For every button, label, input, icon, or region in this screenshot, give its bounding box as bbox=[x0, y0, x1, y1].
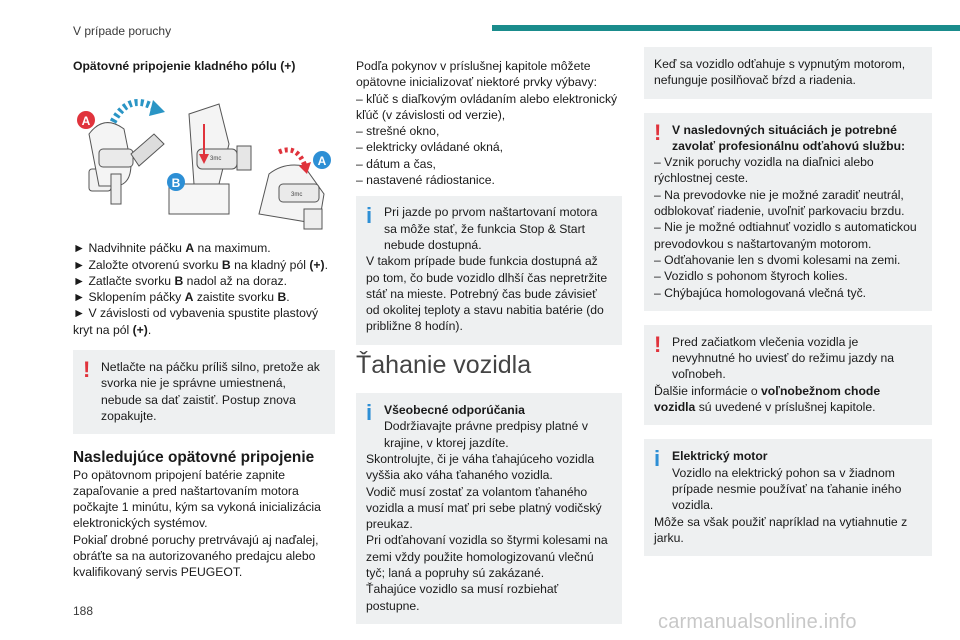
subsequent-reconnect-heading: Nasledujúce opätovné pripojenie bbox=[73, 449, 315, 467]
reinit-intro: Podľa pokynov v príslušnej kapitole môžete opätovne inicializovať niektoré prvky výbavy: bbox=[356, 59, 597, 90]
list-item: – Vznik poruchy vozidla na diaľnici alebo rýchlostnej ceste. bbox=[654, 155, 874, 186]
info-box-general bbox=[356, 393, 622, 624]
general-line-1: Dodržiavajte právne predpisy platné v krajine, v ktorej jazdíte. bbox=[384, 419, 588, 450]
list-item: – strešné okno, bbox=[356, 124, 440, 139]
warning-icon: ! bbox=[654, 331, 662, 357]
general-line-2: Skontrolujte, či je váha ťahajúceho vozidla vyššia ako váha ťahaného vozidla. bbox=[366, 451, 595, 483]
step-1: ► Nadvihnite páčku A na maximum. bbox=[73, 241, 271, 256]
watermark: carmanualsonline.info bbox=[658, 611, 857, 633]
list-item: – nastavené rádiostanice. bbox=[356, 173, 495, 188]
general-line-5: Ťahajúce vozidlo sa musí rozbiehať postupne. bbox=[366, 582, 559, 613]
neutral-line-1: Pred začiatkom vlečenia vozidla je nevyhnutné ho uviesť do režimu jazdy na voľnobeh. bbox=[672, 334, 895, 382]
electric-line-2: Môže sa však použiť napríklad na vytiahnutie z jarku. bbox=[654, 514, 908, 545]
voltage-label-1: 3mc bbox=[210, 156, 222, 163]
list-item: – Odťahovanie len s dvomi kolesami na zemi. bbox=[654, 252, 901, 267]
electric-heading: Elektrický motor bbox=[672, 449, 768, 464]
info-text-1: Pri jazde po prvom naštartovaní motora sa môže stať, že funkcia Stop & Start nebude dostupná. bbox=[384, 205, 598, 252]
paragraph-dealer: Pokiaľ drobné poruchy pretrvávajú aj naďalej, obráťte sa na autorizovaného predajcu alebo kvalifikovaný servis PEUGEOT. bbox=[73, 532, 319, 580]
voltage-label-2: 3mc bbox=[291, 192, 303, 199]
general-line-3: Vodič musí zostať za volantom ťahaného vozidla a musí mať pri sebe platný vodičský preukaz. bbox=[366, 484, 602, 532]
label-b-text: B bbox=[171, 176, 181, 191]
warning-box-lever bbox=[73, 350, 335, 434]
step-4: ► Sklopením páčky A zaistite svorku B. bbox=[73, 290, 290, 305]
column-3 bbox=[644, 47, 932, 556]
warning-icon: ! bbox=[83, 357, 91, 383]
info-box-brakes bbox=[644, 47, 932, 99]
label-a2-text: A bbox=[317, 154, 327, 169]
warning-box-neutral bbox=[644, 325, 932, 425]
info-icon: i bbox=[654, 446, 661, 472]
electric-line-1: Vozidlo na elektrický pohon sa v žiadnom prípade nesmie používať na ťahanie iného vozidla. bbox=[672, 465, 902, 513]
label-a-text: A bbox=[81, 114, 91, 129]
page-number: 188 bbox=[73, 604, 94, 618]
professional-heading: V nasledovných situáciách je potrebné zavolať profesionálnu odťahovú službu: bbox=[672, 122, 906, 153]
list-item: – Vozidlo s pohonom štyroch kolies. bbox=[654, 269, 848, 284]
terminal-illustration bbox=[69, 74, 339, 234]
section-title: V prípade poruchy bbox=[73, 24, 172, 38]
warning-icon: ! bbox=[654, 119, 662, 145]
info-text-2: V takom prípade bude funkcia dostupná až po tom, čo bude vozidlo dlhší čas nepretržite stáť na mieste. Potrebný čas bude závisieť od okolitej teploty a stavu nabitia batérie (do približne 8 hodín). bbox=[366, 254, 608, 334]
brakes-text: Keď sa vozidlo odťahuje s vypnutým motorom, nefunguje posilňovač bŕzd a riadenia. bbox=[654, 57, 906, 88]
info-icon: i bbox=[366, 203, 373, 229]
reinit-list bbox=[356, 91, 622, 189]
step-2: ► Založte otvorenú svorku B na kladný pól (+). bbox=[73, 257, 328, 272]
list-item: – Chýbajúca homologovaná vlečná tyč. bbox=[654, 285, 867, 300]
column-1 bbox=[73, 58, 335, 581]
reconnect-heading: Opätovné pripojenie kladného pólu (+) bbox=[73, 59, 296, 73]
step-3: ► Zatlačte svorku B nadol až na doraz. bbox=[73, 273, 287, 288]
info-icon: i bbox=[366, 400, 373, 426]
list-item: – elektricky ovládané okná, bbox=[356, 140, 504, 155]
battery-terminal-figure bbox=[69, 74, 335, 234]
column-2 bbox=[356, 58, 622, 624]
general-line-4: Pri odťahovaní vozidla so štyrmi kolesami na zemi vždy použite homologizovanú vlečnú tyč; laná a popruhy sú zakázané. bbox=[366, 533, 608, 581]
list-item: – Nie je možné odtiahnuť vozidlo s automatickou prevodovkou s naštartovaným motorom. bbox=[654, 220, 917, 251]
general-heading: Všeobecné odporúčania bbox=[384, 403, 525, 418]
header-accent-bar bbox=[492, 25, 960, 31]
info-box-stop-start bbox=[356, 196, 622, 344]
warning-text: Netlačte na páčku príliš silno, pretože ak svorka nie je správne umiestnená, nebude sa dať zaistiť. Postup znova zopakujte. bbox=[101, 360, 320, 423]
list-item: – dátum a čas, bbox=[356, 156, 436, 171]
step-5: ► V závislosti od vybavenia spustite plastový kryt na pól (+). bbox=[73, 306, 319, 337]
neutral-line-2: Ďalšie informácie o voľnobežnom chode vozidla sú uvedené v príslušnej kapitole. bbox=[654, 383, 881, 415]
warning-box-professional bbox=[644, 113, 932, 311]
info-box-electric bbox=[644, 439, 932, 556]
list-item: – kľúč s diaľkovým ovládaním alebo elektronický kľúč (v závislosti od verzie), bbox=[356, 91, 618, 122]
paragraph-init: Po opätovnom pripojení batérie zapnite zapaľovanie a pred naštartovaním motora počkajte 1 minútu, kým sa vykoná inicializácia elektronických systémov. bbox=[73, 467, 321, 531]
towing-title: Ťahanie vozidla bbox=[356, 350, 532, 379]
list-item: – Na prevodovke nie je možné zaradiť neutrál, odblokovať riadenie, uvoľniť parkovaciu brzdu. bbox=[654, 187, 905, 219]
steps-list bbox=[73, 240, 335, 338]
